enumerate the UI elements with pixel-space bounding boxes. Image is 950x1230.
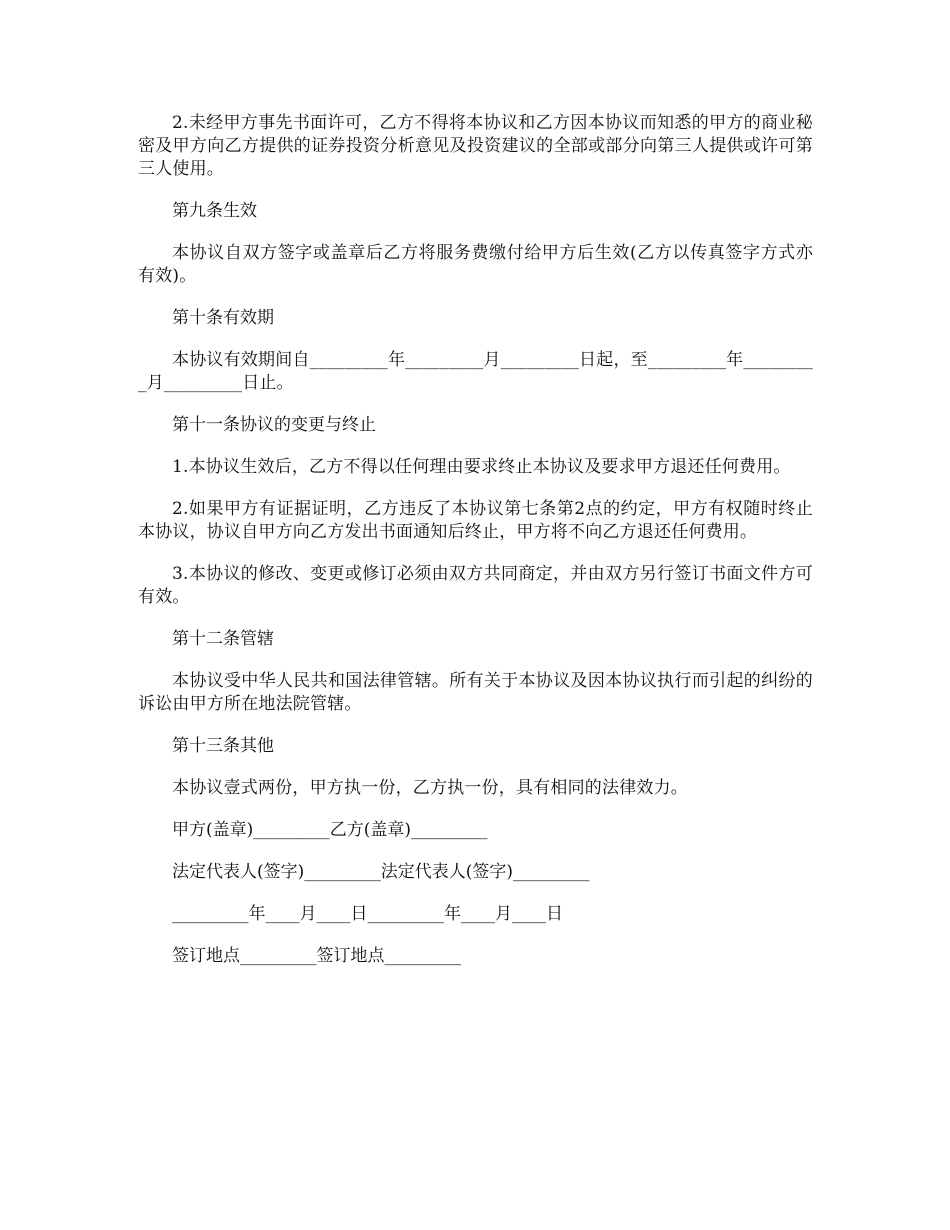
signature-seal-line: 甲方(盖章)_________乙方(盖章)_________ [172,820,488,840]
article-11-item-3: 3.本协议的修改、变更或修订必须由双方共同商定，并由双方另行签订书面文件方可有效。 [138,564,813,607]
article-12-body: 本协议受中华人民共和国法律管辖。所有关于本协议及因本协议执行而引起的纠纷的诉讼由甲方所在地法院管辖。 [138,671,813,714]
article-11-item-1: 1.本协议生效后，乙方不得以任何理由要求终止本协议及要求甲方退还任何费用。 [172,457,791,477]
article-9-heading: 第九条生效 [172,201,257,221]
article-11-item-2: 2.如果甲方有证据证明，乙方违反了本协议第七条第2点的约定，甲方有权随时终止本协议，协议自甲方向乙方发出书面通知后终止，甲方将不向乙方退还任何费用。 [138,499,813,542]
article-10-body: 本协议有效期间自_________年_________月_________日起，至_________年_________月_________日止。 [138,350,813,393]
article-13-heading: 第十三条其他 [172,736,274,756]
article-11-heading: 第十一条协议的变更与终止 [172,415,376,435]
clause-8-item-2: 2.未经甲方事先书面许可，乙方不得将本协议和乙方因本协议而知悉的甲方的商业秘密及甲方向乙方提供的证券投资分析意见及投资建议的全部或部分向第三人提供或许可第三人使用。 [138,113,813,179]
article-10-heading: 第十条有效期 [172,308,274,328]
document-page [138,112,813,987]
article-9-body: 本协议自双方签字或盖章后乙方将服务费缴付给甲方后生效(乙方以传真签字方式亦有效)。 [138,243,813,286]
article-13-body: 本协议壹式两份，甲方执一份，乙方执一份，具有相同的法律效力。 [172,778,688,798]
signature-date-line: _________年____月____日_________年____月____日 [172,904,563,924]
signature-representative-line: 法定代表人(签字)_________法定代表人(签字)_________ [172,862,590,882]
article-12-heading: 第十二条管辖 [172,629,274,649]
signature-place-line: 签订地点_________签订地点_________ [172,946,461,966]
